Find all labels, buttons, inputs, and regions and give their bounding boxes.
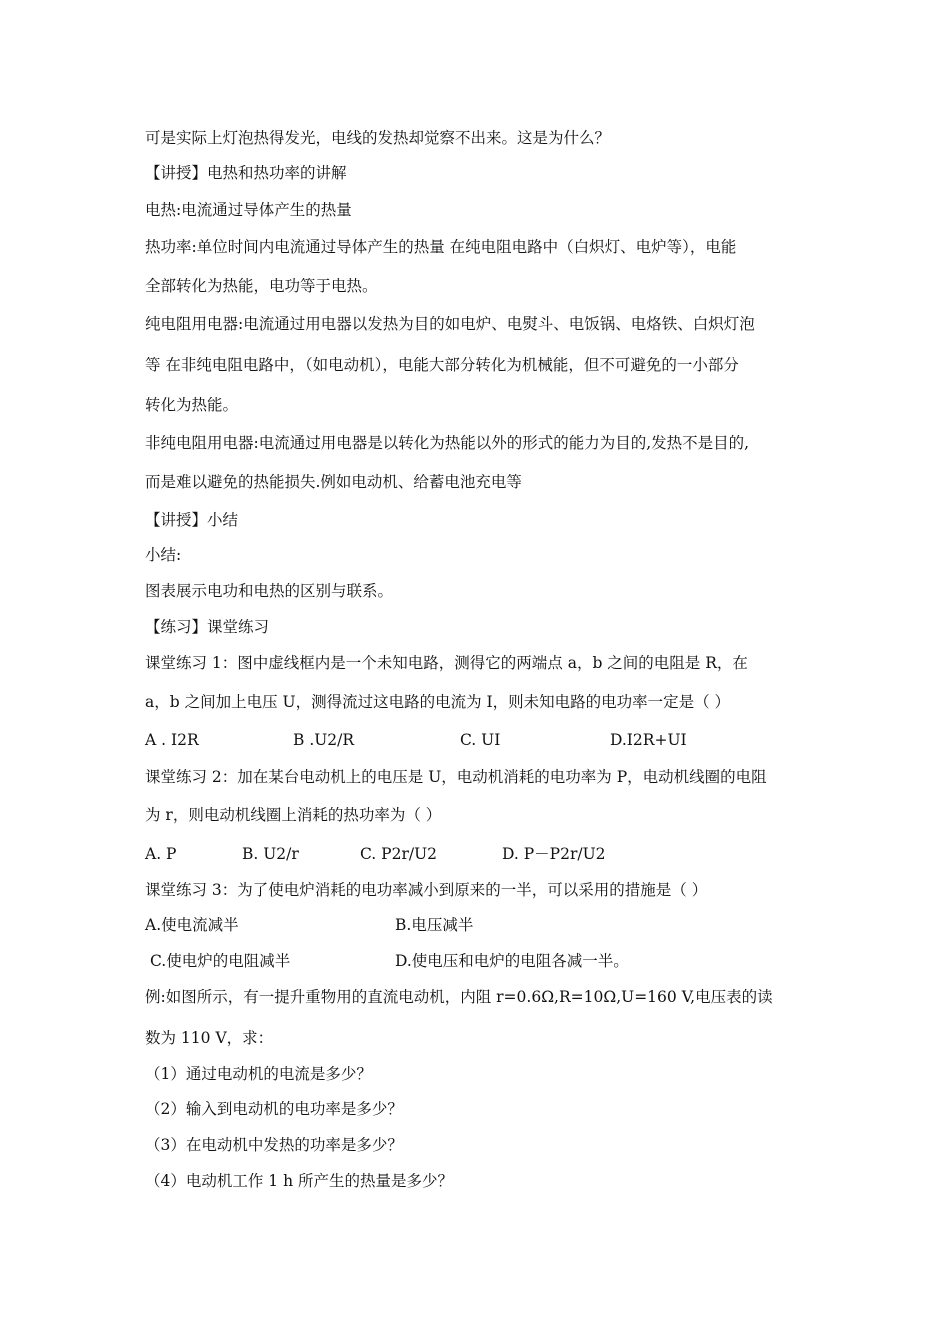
question-2: 课堂练习 2：加在某台电动机上的电压是 U，电动机消耗的电功率为 P，电动机线圈的电阻 (145, 768, 767, 786)
section-heading: 【讲授】电热和热功率的讲解 (145, 164, 347, 182)
q2-option-b: B. U2/r (242, 845, 299, 863)
text-line: 全部转化为热能，电功等于电热。 (145, 277, 378, 295)
question-2-cont: 为 r，则电动机线圈上消耗的热功率为（ ） (145, 806, 442, 824)
text-line: 等 在非纯电阻电路中，（如电动机），电能大部分转化为机械能，但不可避免的一小部分 (145, 356, 739, 374)
question-1: 课堂练习 1：图中虚线框内是一个未知电路，测得它的两端点 a，b 之间的电阻是 R，在 (145, 654, 748, 672)
q2-option-a: A. P (145, 845, 177, 863)
q1-option-a: A . I2R (145, 731, 199, 749)
q3-option-b: B.电压减半 (395, 916, 474, 934)
text-line: 可是实际上灯泡热得发光，电线的发热却觉察不出来。这是为什么？ (145, 129, 611, 147)
q1-option-d: D.I2R+UI (610, 731, 687, 749)
q1-option-c: C. UI (460, 731, 501, 749)
sub-question-4: （4）电动机工作 1 h 所产生的热量是多少？ (145, 1172, 453, 1190)
text-line: 电热:电流通过导体产生的热量 (145, 201, 352, 219)
section-heading: 【讲授】小结 (145, 511, 239, 529)
q3-option-a: A.使电流减半 (145, 916, 239, 934)
text-line: 热功率:单位时间内电流通过导体产生的热量 在纯电阻电路中（白炽灯、电炉等），电能 (145, 238, 737, 256)
text-line: 转化为热能。 (145, 396, 239, 414)
text-line: 而是难以避免的热能损失.例如电动机、给蓄电池充电等 (145, 473, 522, 491)
q2-option-c: C. P2r/U2 (360, 845, 438, 863)
question-3: 课堂练习 3：为了使电炉消耗的电功率减小到原来的一半，可以采用的措施是（ ） (145, 881, 708, 899)
q1-option-b: B .U2/R (293, 731, 355, 749)
example-problem-cont: 数为 110 V，求： (145, 1029, 274, 1047)
example-problem: 例:如图所示，有一提升重物用的直流电动机，内阻 r=0.6Ω,R=10Ω,U=160 V,电压表的读 (145, 988, 773, 1006)
q3-option-c: C.使电炉的电阻减半 (150, 952, 291, 970)
q3-option-d: D.使电压和电炉的电阻各减一半。 (395, 952, 629, 970)
text-line: 非纯电阻用电器:电流通过用电器是以转化为热能以外的形式的能力为目的,发热不是目的, (145, 434, 750, 452)
text-line: 图表展示电功和电热的区别与联系。 (145, 582, 394, 600)
sub-question-3: （3）在电动机中发热的功率是多少？ (145, 1136, 403, 1154)
q2-option-d: D. P－P2r/U2 (502, 845, 606, 863)
sub-question-2: （2）输入到电动机的电功率是多少？ (145, 1100, 403, 1118)
question-1-cont: a，b 之间加上电压 U，测得流过这电路的电流为 I，则未知电路的电功率一定是（ ） (145, 693, 731, 711)
section-heading: 【练习】课堂练习 (145, 618, 270, 636)
text-line: 小结: (145, 546, 182, 564)
sub-question-1: （1）通过电动机的电流是多少？ (145, 1065, 372, 1083)
text-line: 纯电阻用电器:电流通过用电器以发热为目的如电炉、电熨斗、电饭锅、电烙铁、白炽灯泡 (145, 315, 755, 333)
